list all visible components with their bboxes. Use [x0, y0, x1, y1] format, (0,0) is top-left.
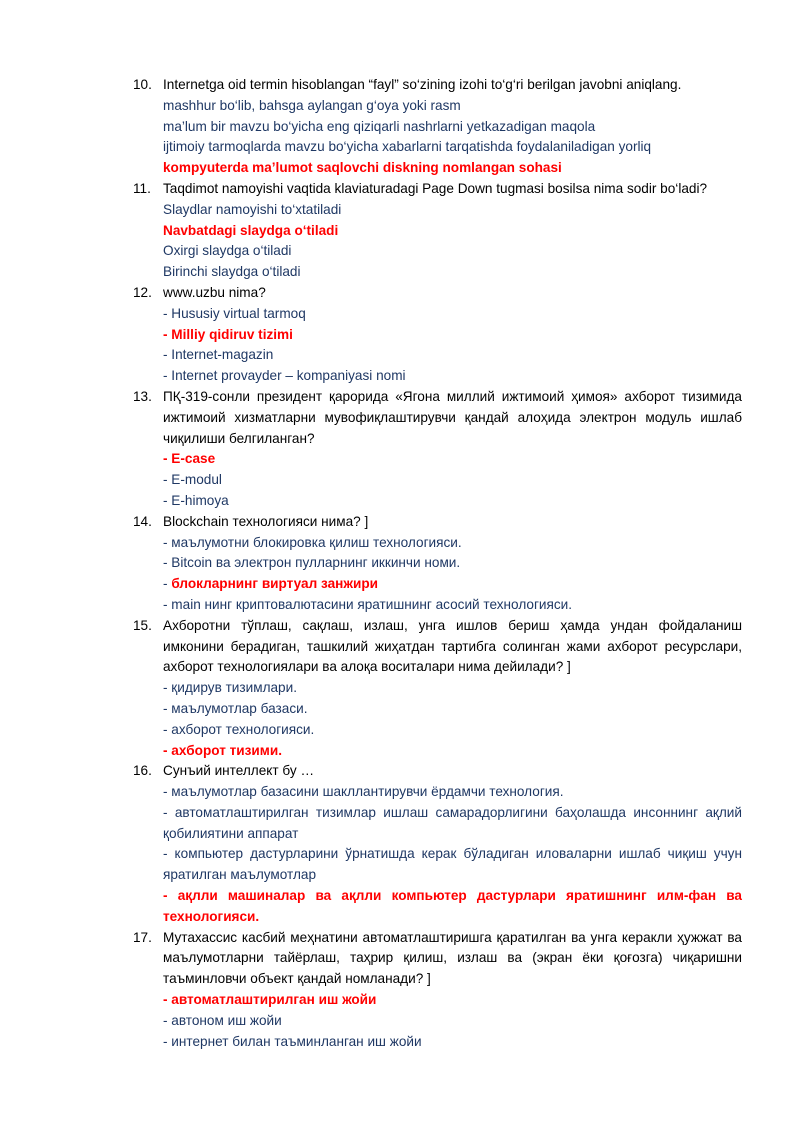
answer-option-correct: - E-case: [163, 451, 216, 467]
question-12: [0, 283, 800, 387]
answer-option: - E-modul: [163, 472, 222, 488]
question-number: 15.: [133, 617, 152, 633]
question-text: Internetga oid termin hisoblangan “fayl” so‘zining izohi to‘g‘ri berilgan javobni aniqlang.: [163, 77, 682, 92]
question-number: 11.: [133, 180, 151, 196]
answer-option: - қидирув тизимлари.: [163, 680, 297, 696]
answer-option-correct: - ахборот тизими.: [163, 742, 282, 758]
question-text: Blockchain технологияси нима? ]: [163, 513, 369, 529]
question-text: www.uzbu nima?: [163, 284, 266, 300]
question-15: [0, 616, 800, 762]
answer-option: - Internet-magazin: [163, 347, 274, 363]
answer-option: - маълумотлар базасини шакллантирувчи ёрдамчи технология.: [163, 784, 564, 800]
question-number: 10.: [133, 77, 152, 92]
answer-option-correct: [163, 574, 742, 595]
answer-option: Oxirgi slaydga o‘tiladi: [163, 243, 292, 259]
question-10: [0, 75, 800, 179]
answer-option: - Hususiy virtual tarmoq: [163, 305, 306, 321]
option-prefix: -: [163, 576, 172, 592]
question-text: Мутахассис касбий меҳнатини автоматлаштиришга қаратилган ва унга керакли ҳужжат ва маълумотларни тайёрлаш, таҳрир қилиш, излаш ва (экран ёки қоғозга) чиқаришни таъминловчи объект қандай номланади? ]: [163, 929, 742, 987]
answer-option: - компьютер дастурларини ўрнатишда керак бўладиган иловаларни ишлаб чиқиш учун яратилган маълумотлар: [163, 846, 742, 883]
answer-option-correct: kompyuterda ma’lumot saqlovchi diskning nomlangan sohasi: [163, 160, 562, 176]
option-correct-text: блокларнинг виртуал занжири: [171, 576, 379, 592]
question-number: 16.: [133, 763, 152, 779]
answer-option: - интернет билан таъминланган иш жойи: [163, 1033, 422, 1049]
answer-option: - main нинг криптовалютасини яратишнинг асосий технологияси.: [163, 596, 573, 612]
answer-option: - Internet provayder – kompaniyasi nomi: [163, 368, 406, 384]
answer-option: ma’lum bir mavzu bo‘yicha eng qiziqarli nashrlarni yetkazadigan maqola: [163, 118, 596, 134]
answer-option-correct: - ақлли машиналар ва ақлли компьютер дастурлари яратишнинг илм-фан ва технологияси.: [163, 888, 742, 924]
question-text: Сунъий интеллект бу …: [163, 763, 315, 779]
question-text: Taqdimot namoyishi vaqtida klaviaturadagi Page Down tugmasi bosilsa nima sodir bo‘ladi?: [163, 180, 708, 196]
answer-option-correct: Navbatdagi slaydga o‘tiladi: [163, 222, 339, 238]
question-16: [0, 761, 800, 927]
answer-option: mashhur bo‘lib, bahsga aylangan g‘oya yoki rasm: [163, 97, 461, 113]
question-14: [0, 512, 800, 616]
question-list: [0, 75, 800, 1052]
answer-option: ijtimoiy tarmoqlarda mavzu bo‘yicha xabarlarni tarqatishda foydalaniladigan yorliq: [163, 139, 652, 155]
question-text: ПҚ-319-сонли президент қарорида «Ягона миллий ижтимоий ҳимоя» ахборот тизимида ижтимоий хизматларни мувофиқлаштирувчи қандай алоҳида электрон модуль ишлаб чиқилиши белгиланган?: [163, 388, 742, 446]
answer-option-correct: - автоматлаштирилган иш жойи: [163, 992, 377, 1008]
answer-option: - маълумотни блокировка қилиш технологияси.: [163, 534, 462, 550]
answer-option: - маълумотлар базаси.: [163, 700, 308, 716]
question-number: 14.: [133, 513, 152, 529]
answer-option-correct: - Milliy qidiruv tizimi: [163, 326, 293, 342]
question-17: [0, 928, 800, 1053]
answer-option: - ахборот технологияси.: [163, 721, 315, 737]
answer-option: - E-himoya: [163, 492, 229, 508]
question-number: 17.: [133, 929, 152, 945]
question-text: Ахборотни тўплаш, сақлаш, излаш, унга ишлов бериш ҳамда ундан фойдаланиш имконини берадиган, ташкилий жиҳатдан тартибга солинган жами ахборот ресурслари, ахборот технологиялари ва алоқа воситалари нима дейилади? ]: [163, 617, 742, 675]
question-number: 12.: [133, 284, 152, 300]
question-11: [0, 179, 800, 283]
question-13: [0, 387, 800, 512]
answer-option: - автоном иш жойи: [163, 1012, 282, 1028]
answer-option: - Bitcoin ва электрон пулларнинг иккинчи номи.: [163, 555, 461, 571]
answer-option: Slaydlar namoyishi to‘xtatiladi: [163, 201, 342, 217]
answer-option: Birinchi slaydga o‘tiladi: [163, 264, 301, 280]
question-number: 13.: [133, 388, 152, 404]
answer-option: - автоматлаштирилган тизимлар ишлаш самарадорлигини баҳолашда инсоннинг ақлий қобилиятини аппарат: [163, 804, 742, 841]
